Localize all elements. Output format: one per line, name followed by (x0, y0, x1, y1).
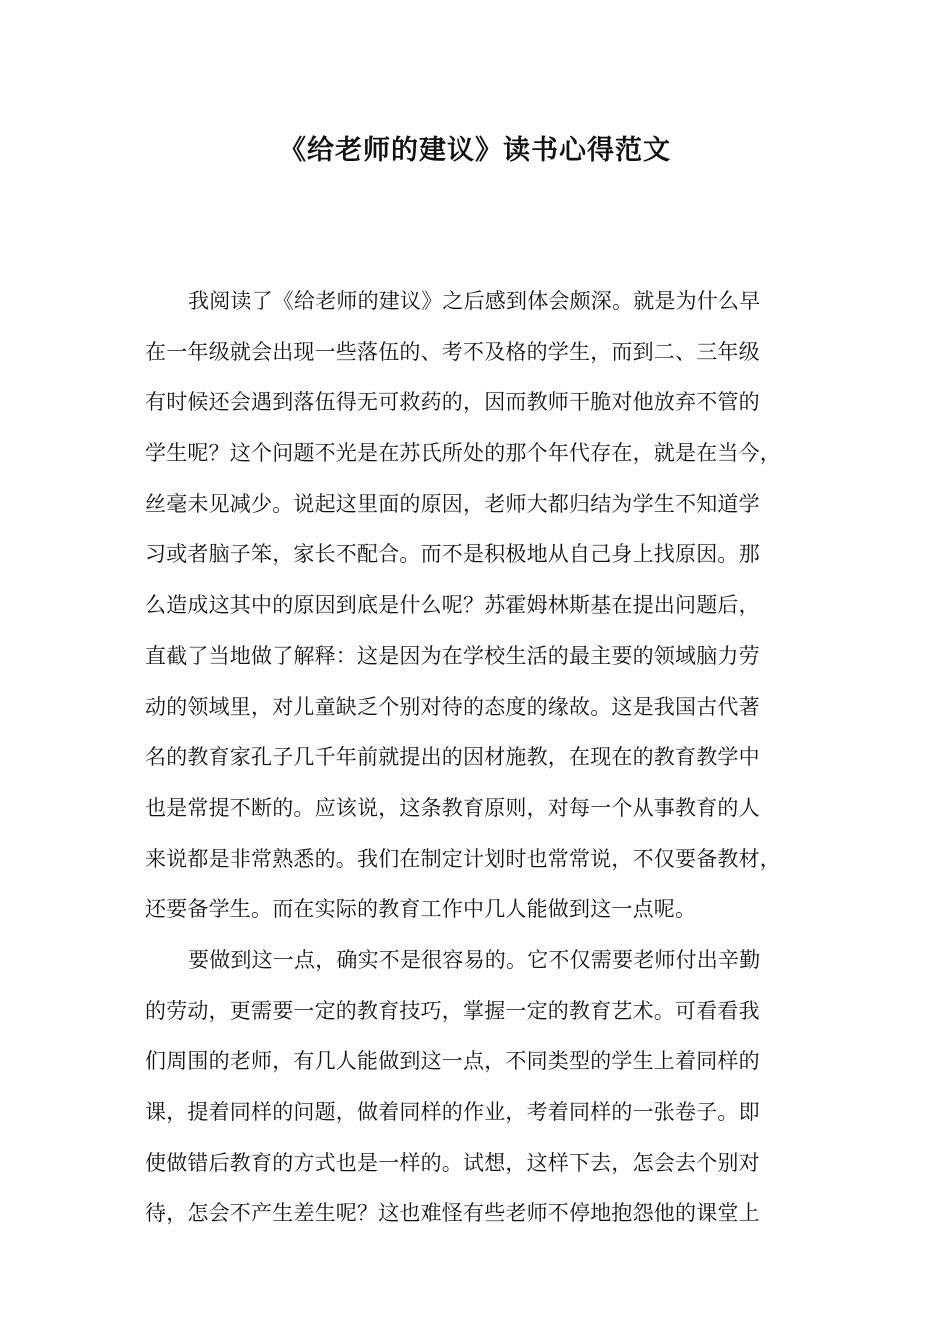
text-line: 名的教育家孔子几千年前就提出的因材施教，在现在的教育教学中 (145, 745, 760, 770)
text-line: 待，怎会不产生差生呢？这也难怪有些老师不停地抱怨他的课堂上 (145, 1201, 760, 1226)
paragraph-1 (145, 283, 820, 942)
text-line: 要做到这一点，确实不是很容易的。它不仅需要老师付出辛勤 (188, 947, 761, 972)
text-line: 么造成这其中的原因到底是什么呢？苏霍姆林斯基在提出问题后， (145, 593, 760, 618)
text-line: 学生呢？这个问题不光是在苏氏所处的那个年代存在，就是在当今， (145, 441, 781, 466)
text-line: 来说都是非常熟悉的。我们在制定计划时也常常说，不仅要备教材， (145, 846, 781, 871)
text-line: 们周围的老师，有几人能做到这一点，不同类型的学生上着同样的 (145, 1049, 760, 1074)
text-line: 在一年级就会出现一些落伍的、考不及格的学生，而到二、三年级 (145, 339, 760, 364)
text-line: 也是常提不断的。应该说，这条教育原则，对每一个从事教育的人 (145, 795, 760, 820)
text-line: 直截了当地做了解释：这是因为在学校生活的最主要的领域脑力劳 (145, 643, 760, 668)
text-line: 我阅读了《给老师的建议》之后感到体会颇深。就是为什么早 (188, 289, 761, 313)
text-line: 丝毫未见减少。说起这里面的原因，老师大都归结为学生不知道学 (145, 491, 760, 516)
text-line: 课，提着同样的问题，做着同样的作业，考着同样的一张卷子。即 (145, 1100, 760, 1124)
text-line: 有时候还会遇到落伍得无可救药的，因而教师干脆对他放弃不管的 (145, 390, 760, 415)
text-line: 使做错后教育的方式也是一样的。试想，这样下去，怎会去个别对 (145, 1150, 760, 1175)
text-line: 的劳动，更需要一定的教育技巧，掌握一定的教育艺术。可看看我 (145, 998, 760, 1023)
paragraph-2 (145, 942, 820, 1246)
text-line: 习或者脑子笨，家长不配合。而不是积极地从自己身上找原因。那 (145, 542, 760, 567)
document-title: 《给老师的建议》读书心得范文 (279, 135, 671, 166)
document-body (145, 283, 820, 1246)
text-line: 还要备学生。而在实际的教育工作中几人能做到这一点呢。 (145, 897, 697, 922)
text-line: 动的领域里，对儿童缺乏个别对待的态度的缘故。这是我国古代著 (145, 694, 760, 719)
